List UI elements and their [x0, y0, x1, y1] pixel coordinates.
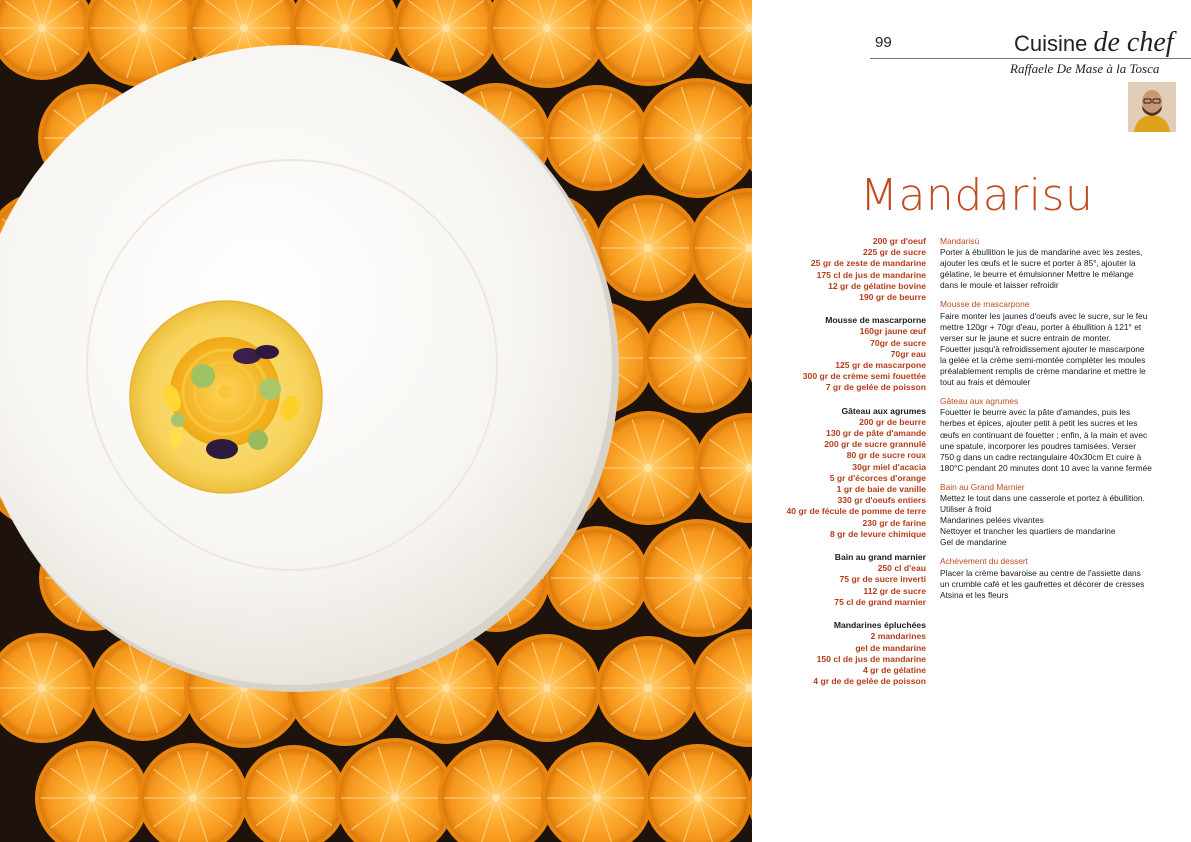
ingredient-item: 4 gr de gélatine [862, 664, 926, 675]
method-paragraph: Fouetter jusqu'à refroidissement ajouter le mascarpone la gelée et la crème semi-montée compléter les moules préalablement remplis de crème mandarine et mettre le tout au frais et démouler [940, 343, 1146, 388]
ingredient-item: 200 gr d'oeuf [872, 236, 926, 246]
ingredient-item: 12 gr de gélatine bovine [828, 280, 926, 291]
recipe-title: Mandarisu [860, 170, 1094, 221]
dessert [130, 301, 322, 493]
ingredient-group [770, 552, 926, 608]
method-section-heading: Mandarisù [940, 236, 980, 246]
method-section [940, 396, 1152, 474]
ingredient-item: 75 gr de sucre inverti [839, 574, 926, 585]
method-paragraph: Mettez le tout dans une casserole et portez à ébullition. Utiliser à froid [940, 492, 1145, 515]
header-rule [870, 58, 1191, 59]
ingredient-item: 150 cl de jus de mandarine [816, 653, 926, 664]
ingredient-item: 75 cl de grand marnier [834, 596, 926, 607]
ingredient-item: 130 gr de pâte d'amande [826, 428, 926, 439]
method-paragraph: Gel de mandarine [940, 537, 1007, 548]
ingredient-item: 230 gr de farine [862, 517, 926, 528]
ingredient-group [770, 315, 926, 393]
orange-half [544, 85, 650, 191]
orange-half [643, 303, 752, 413]
ingredient-item: 225 gr de sucre [862, 247, 926, 258]
method-paragraph: Placer la crème bavaroise au centre de l'assiette dans un crumble café et les gaufrettes et décorer de cresses Atsina et les fleurs [940, 567, 1145, 600]
method-paragraph: Faire monter les jaunes d'oeufs avec le sucre, sur le feu mettre 120gr + 70gr d'eau, porter à ébullition à 121° et verser sur le jaune et sucre entrain de monter. [940, 310, 1148, 343]
ingredients-list [770, 236, 926, 699]
ingredient-item: 25 gr de zeste de mandarine [810, 258, 926, 269]
ingredient-group-heading: Mousse de mascarporne [825, 315, 926, 326]
ingredient-item: 112 gr de sucre [863, 585, 926, 596]
method-section [940, 482, 1152, 549]
ingredient-group-heading: Mandarines épluchées [833, 620, 926, 631]
ingredient-item: 200 gr de sucre grannulé [824, 439, 926, 450]
method-paragraph: Nettoyer et trancher les quartiers de mandarine [940, 526, 1116, 537]
method-section-heading: Achèvement du dessert [940, 556, 1028, 567]
orange-half [595, 195, 701, 301]
ingredient-item: 40 gr de fécule de pomme de terre [786, 506, 926, 517]
ingredient-item: 2 mandarines [870, 631, 926, 642]
orange-half [596, 636, 700, 740]
method-section-heading: Mousse de mascarpone [940, 299, 1030, 310]
ingredient-item: 5 gr d'écorces d'orange [829, 472, 926, 483]
ingredient-item: 30gr miel d'acacia [852, 461, 926, 472]
method-paragraph: Mandarines pelées vivantes [940, 515, 1044, 526]
ingredient-item: 160gr jaune œuf [859, 326, 926, 337]
ingredient-item: gel de mandarine [855, 642, 926, 653]
ingredient-item: 250 cl d'eau [877, 563, 926, 574]
chef-portrait [1128, 82, 1176, 132]
ingredient-item: 125 gr de mascarpone [835, 360, 926, 371]
ingredient-item: 175 cl de jus de mandarine [816, 269, 926, 280]
method-section-heading: Bain au Grand Marnier [940, 481, 1025, 492]
recipe-page [752, 0, 1191, 842]
chef-name: Raffaele De Mase à la Tosca [1010, 61, 1160, 76]
ingredient-item: 70gr de sucre [870, 337, 926, 348]
brand-part2: de chef [1093, 27, 1174, 58]
method-section-heading: Gâteau aux agrumes [940, 396, 1019, 407]
method-paragraph: Fouetter le beurre avec la pâte d'amandes, puis les herbes et épices, ajouter petit à petit les sucres et les œufs en continuant de fouetter ; enfin, à la main et avec une spatule, incorporer les poudres tamisées. Verser 750 g dans un cadre rectangulaire 40x30cm Et cuire à 180°C pendant 20 minutes dont 10 avec la vanne fermée [940, 407, 1152, 473]
ingredient-item: 7 gr de gelée de poisson [825, 382, 926, 393]
method-paragraph: Porter à ébullition le jus de mandarine avec les zestes, ajouter les œufs et le sucre et porter à 85°, ajouter la gélatine, le beurre et émulsionner Mettre le mélange dans le moule et laisser refroidir [940, 247, 1143, 291]
page-number: 99 [875, 34, 892, 51]
orange-half [493, 634, 601, 742]
ingredient-item: 4 gr de de gelée de poisson [813, 676, 926, 687]
orange-half [639, 519, 752, 637]
magazine-brand [1014, 27, 1174, 59]
ingredient-item: 190 gr de beurre [859, 292, 926, 303]
ingredient-item: 200 gr de beurre [859, 416, 926, 427]
ingredient-item: 1 gr de baie de vanille [836, 484, 926, 495]
ingredient-group [770, 406, 926, 540]
method-section [940, 556, 1152, 600]
ingredient-item: 70gr eau [890, 348, 926, 359]
method-section [940, 236, 1152, 291]
ingredient-group [770, 236, 926, 303]
ingredient-group-heading: Gâteau aux agrumes [841, 405, 926, 416]
ingredient-item: 330 gr d'oeufs entiers [837, 495, 926, 506]
ingredient-item: 8 gr de levure chimique [830, 528, 926, 539]
method-text [940, 236, 1152, 609]
ingredient-group-heading: Bain au grand marnier [834, 552, 926, 563]
ingredient-group [770, 620, 926, 687]
brand-part1: Cuisine [1014, 31, 1088, 56]
ingredient-item: 80 gr de sucre roux [846, 450, 926, 461]
ingredient-item: 300 gr de crème semi fouettée [802, 371, 926, 382]
method-section [940, 299, 1152, 388]
